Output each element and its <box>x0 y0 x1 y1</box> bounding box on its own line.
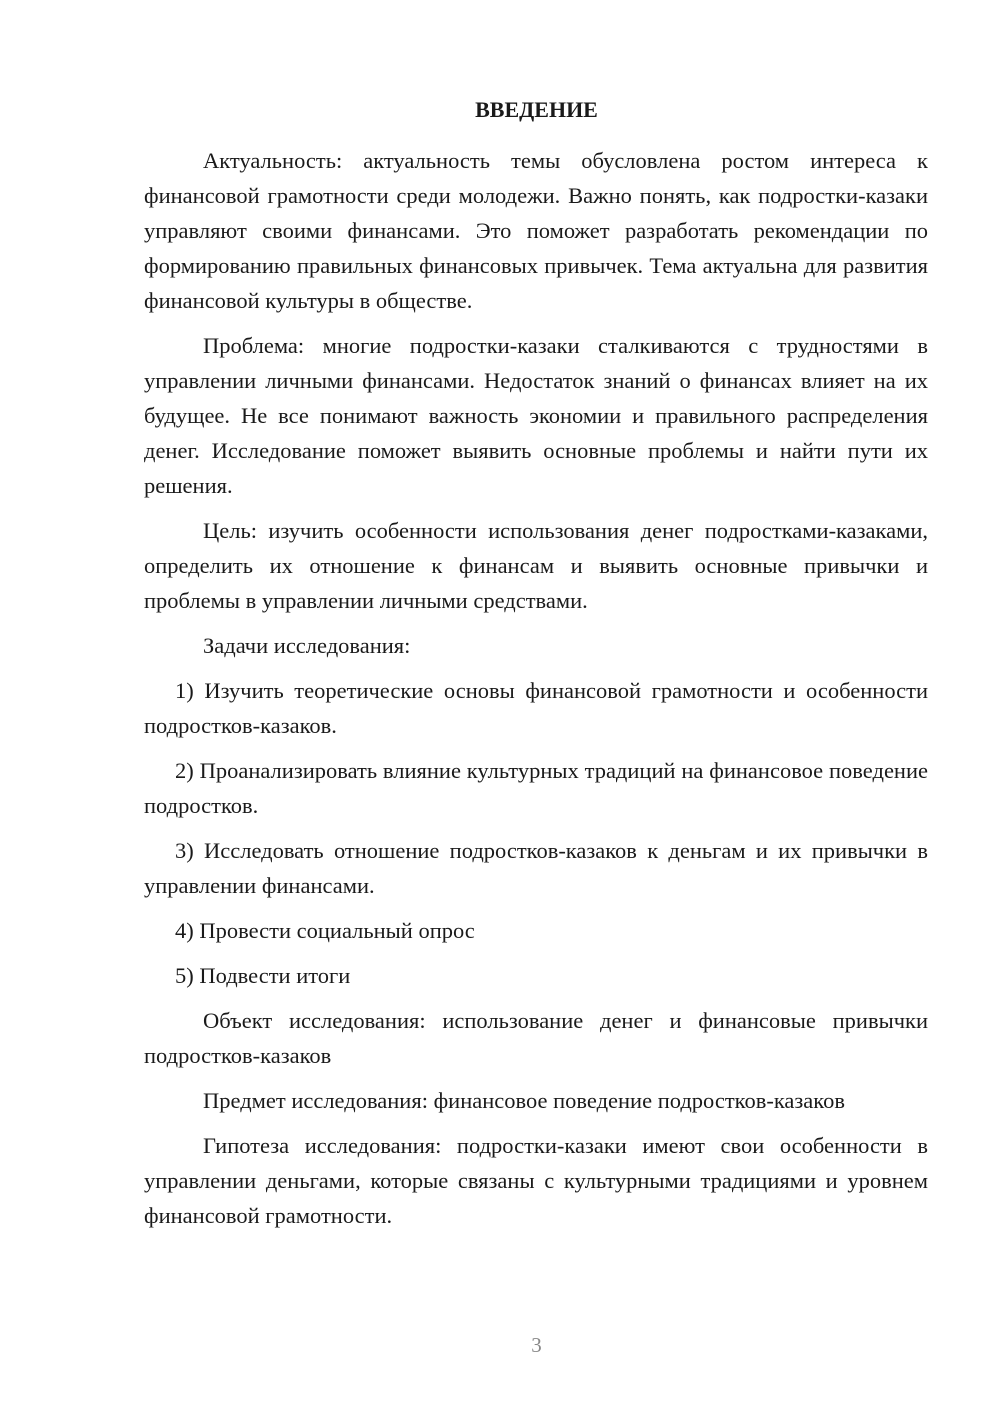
task-item: 5) Подвести итоги <box>175 963 351 988</box>
paragraph-object: Объект исследования: использование денег и финансовые привычки подростков-казаков <box>144 1008 928 1068</box>
page-title: ВВЕДЕНИЕ <box>475 97 598 122</box>
tasks-heading: Задачи исследования: <box>203 633 411 658</box>
task-item: 1) Изучить теоретические основы финансовой грамотности и особенности подростков-казаков. <box>144 678 928 738</box>
task-item: 4) Провести социальный опрос <box>175 918 475 943</box>
paragraph-problem: Проблема: многие подростки-казаки сталкиваются с трудностями в управлении личными финансами. Недостаток знаний о финансах влияет на их будущее. Не все понимают важность экономии и правильного распределения денег. Исследование поможет выявить основные проблемы и найти пути их решения. <box>144 333 928 498</box>
paragraph-relevance: Актуальность: актуальность темы обусловлена ростом интереса к финансовой грамотности среди молодежи. Важно понять, как подростки-казаки управляют своими финансами. Это поможет разработать рекомендации по формированию правильных финансовых привычек. Тема актуальна для развития финансовой культуры в обществе. <box>144 148 928 313</box>
paragraph-hypothesis: Гипотеза исследования: подростки-казаки имеют свои особенности в управлении деньгами, которые связаны с культурными традициями и уровнем финансовой грамотности. <box>144 1133 928 1228</box>
paragraph-goal: Цель: изучить особенности использования денег подростками-казаками, определить их отношение к финансам и выявить основные привычки и проблемы в управлении личными средствами. <box>144 518 928 613</box>
page-number: 3 <box>531 1333 542 1357</box>
paragraph-subject: Предмет исследования: финансовое поведение подростков-казаков <box>203 1088 845 1113</box>
document-body <box>144 143 928 1243</box>
task-item: 3) Исследовать отношение подростков-казаков к деньгам и их привычки в управлении финансами. <box>144 838 928 898</box>
task-item: 2) Проанализировать влияние культурных традиций на финансовое поведение подростков. <box>144 758 928 818</box>
